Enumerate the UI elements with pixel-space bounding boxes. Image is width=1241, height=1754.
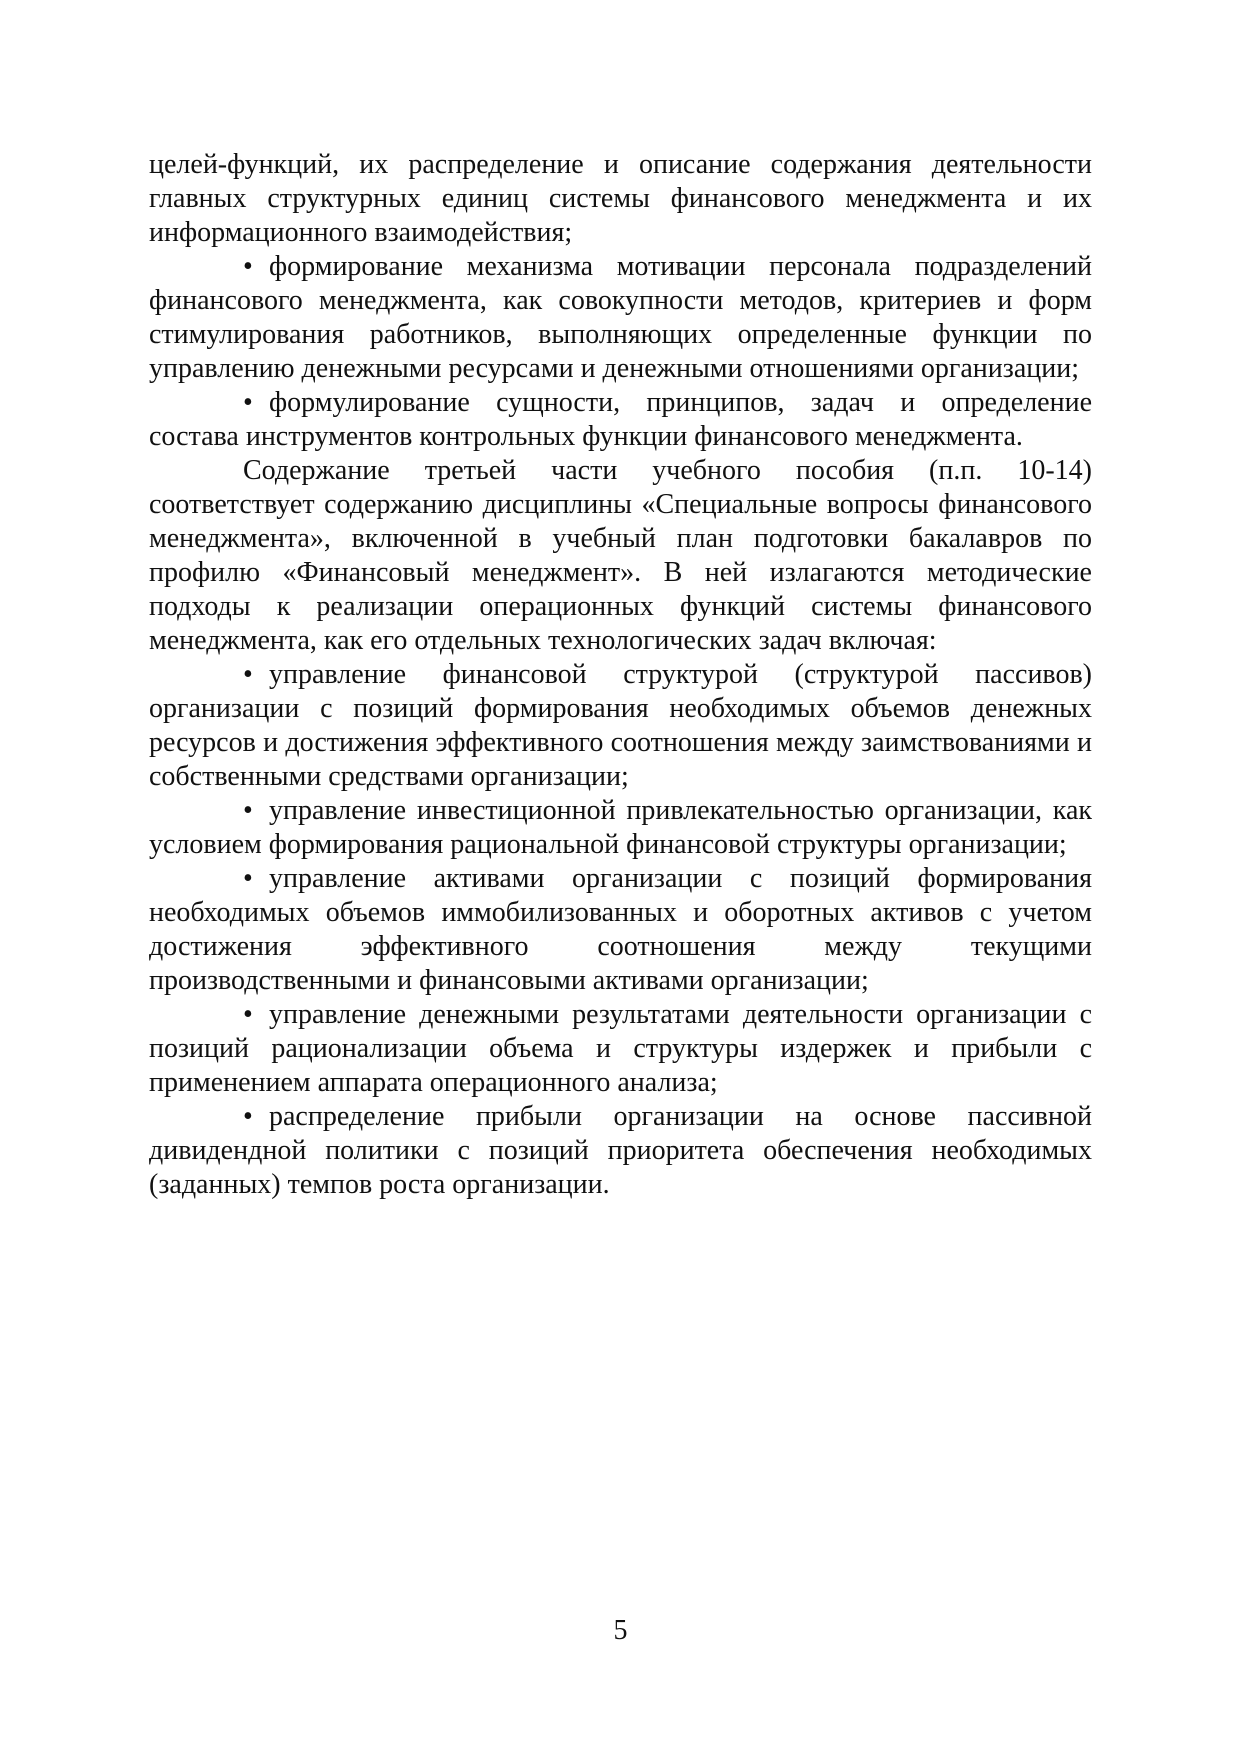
bullet-item-control-functions <box>149 386 1092 454</box>
bullet-icon: • <box>243 795 253 826</box>
bullet-icon: • <box>243 387 253 418</box>
paragraph-part-three: Содержание третьей части учебного пособия (п.п. 10-14) соответствует содержанию дисциплины «Специальные вопросы финансового менеджмента», включенной в учебный план подготовки бакалавров по профилю «Финансовый менеджмент». В ней излагаются методические подходы к реализации операционных функций системы финансового менеджмента, как его отдельных технологических задач включая: <box>149 455 1092 656</box>
bullet-item-text: распределение прибыли организации на основе пассивной дивидендной политики с позиций приоритета обеспечения необходимых (заданных) темпов роста организации. <box>149 1101 1092 1200</box>
bullet-item-profit-distribution <box>149 1100 1092 1202</box>
bullet-item-text: управление денежными результатами деятельности организации с позиций рационализации объема и структуры издержек и прибыли с применением аппарата операционного анализа; <box>149 999 1092 1098</box>
page-number: 5 <box>613 1615 628 1646</box>
bullet-item-text: управление инвестиционной привлекательностью организации, как условием формирования рациональной финансовой структуры организации; <box>149 795 1092 860</box>
bullet-item-text: формирование механизма мотивации персонала подразделений финансового менеджмента, как совокупности методов, критериев и форм стимулирования работников, выполняющих определенные функции по управлению денежными ресурсами и денежными отношениями организации; <box>149 251 1092 384</box>
bullet-item-text: управление финансовой структурой (структурой пассивов) организации с позиций формирования необходимых объемов денежных ресурсов и достижения эффективного соотношения между заимствованиями и собственными средствами организации; <box>149 659 1092 792</box>
bullet-item-text: формулирование сущности, принципов, задач и определение состава инструментов контрольных функции финансового менеджмента. <box>149 387 1092 452</box>
bullet-icon: • <box>243 863 253 894</box>
bullet-item-text: управление активами организации с позиций формирования необходимых объемов иммобилизованных и оборотных активов с учетом достижения эффективного соотношения между текущими производственными и финансовыми активами организации; <box>149 863 1092 996</box>
bullet-item-financial-structure <box>149 658 1092 794</box>
bullet-icon: • <box>243 659 253 690</box>
bullet-item-investment-attractiveness <box>149 794 1092 862</box>
bullet-item-motivation <box>149 250 1092 386</box>
bullet-icon: • <box>243 1101 253 1132</box>
bullet-item-assets <box>149 862 1092 998</box>
bullet-icon: • <box>243 999 253 1030</box>
page-body <box>149 148 1092 1202</box>
paragraph-continuation: целей-функций, их распределение и описание содержания деятельности главных структурных единиц системы финансового менеджмента и их информационного взаимодействия; <box>149 149 1092 248</box>
bullet-item-results <box>149 998 1092 1100</box>
bullet-icon: • <box>243 251 253 282</box>
